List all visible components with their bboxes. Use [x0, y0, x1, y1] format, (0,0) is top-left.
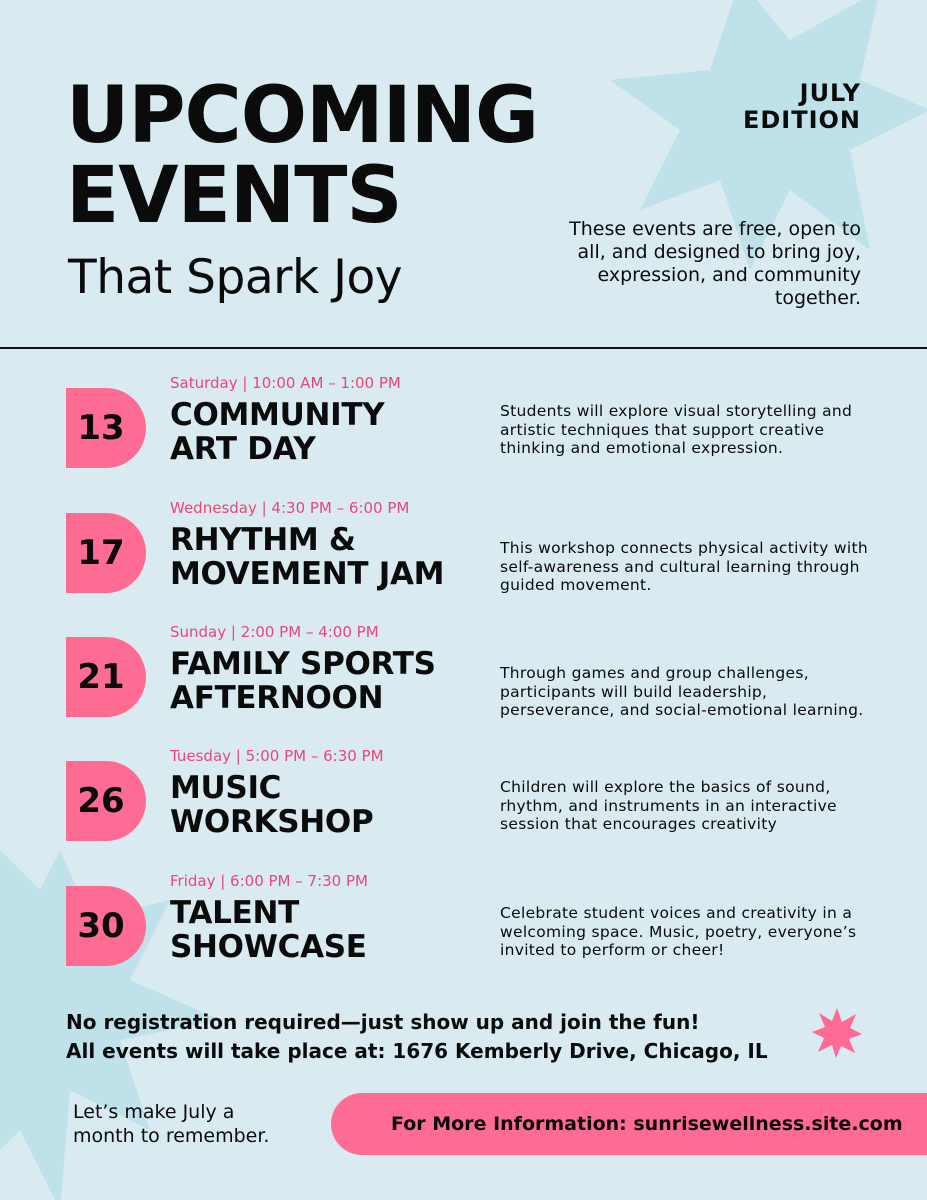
event-item [0, 737, 927, 847]
event-time: Wednesday | 4:30 PM – 6:00 PM [170, 499, 410, 517]
event-date-badge: 26 [66, 761, 146, 841]
edition-line1: JULY [799, 79, 861, 107]
more-info-banner[interactable] [331, 1093, 927, 1155]
event-title-line1: COMMUNITY [170, 397, 385, 433]
notice-line1: No registration required—just show up and join the fun! [66, 1010, 700, 1034]
event-date-badge: 21 [66, 637, 146, 717]
page-title-line1: UPCOMING [66, 71, 538, 161]
more-info-text: For More Information: sunrisewellness.site.com [391, 1113, 903, 1135]
event-title-line2: ART DAY [170, 431, 316, 467]
event-time: Tuesday | 5:00 PM – 6:30 PM [170, 747, 384, 765]
event-item [0, 489, 927, 599]
closing-line1: Let’s make July a [73, 1101, 235, 1123]
event-title-line2: SHOWCASE [170, 929, 367, 965]
event-description: Through games and group challenges, participants will build leadership, perseverance, and social-emotional learning. [500, 664, 864, 719]
event-title [170, 398, 384, 466]
notice-line2: All events will take place at: 1676 Kemberly Drive, Chicago, IL [66, 1039, 768, 1063]
page-title-line2: EVENTS [66, 151, 402, 241]
event-date-badge: 13 [66, 388, 146, 468]
closing-line2: month to remember. [73, 1125, 270, 1147]
event-title [170, 896, 367, 964]
page-title [66, 71, 538, 241]
intro-text: These events are free, open to all, and designed to bring joy, expression, and community together. [569, 218, 861, 309]
event-title [170, 523, 444, 591]
event-date-badge: 30 [66, 886, 146, 966]
event-title-line2: MOVEMENT JAM [170, 556, 445, 592]
event-title-line1: TALENT [170, 895, 299, 931]
event-title-line2: WORKSHOP [170, 804, 374, 840]
event-description: Students will explore visual storytelling and artistic techniques that support creative thinking and emotional expression. [500, 402, 853, 457]
event-title-line1: RHYTHM & [170, 522, 356, 558]
event-time: Sunday | 2:00 PM – 4:00 PM [170, 623, 379, 641]
event-title-line1: MUSIC [170, 770, 282, 806]
event-item [0, 364, 927, 474]
closing-message [73, 1100, 269, 1148]
event-description: Children will explore the basics of sound, rhythm, and instruments in an interactive session that encourages creativity [500, 778, 837, 833]
event-description: This workshop connects physical activity with self-awareness and cultural learning through guided movement. [500, 539, 868, 594]
edition-label [743, 80, 861, 134]
event-description: Celebrate student voices and creativity in a welcoming space. Music, poetry, everyone’s invited to perform or cheer! [500, 904, 857, 959]
event-time: Saturday | 10:00 AM – 1:00 PM [170, 374, 401, 392]
event-title [170, 647, 436, 715]
event-date-badge: 17 [66, 513, 146, 593]
event-item [0, 862, 927, 972]
event-title [170, 771, 373, 839]
event-item [0, 613, 927, 723]
edition-line2: EDITION [742, 106, 861, 134]
registration-notice [66, 1008, 768, 1066]
event-title-line1: FAMILY SPORTS [170, 646, 436, 682]
star-burst-icon [812, 1008, 862, 1058]
header-divider [0, 347, 927, 349]
event-title-line2: AFTERNOON [170, 680, 384, 716]
page-subtitle: That Spark Joy [68, 250, 403, 305]
event-time: Friday | 6:00 PM – 7:30 PM [170, 872, 368, 890]
